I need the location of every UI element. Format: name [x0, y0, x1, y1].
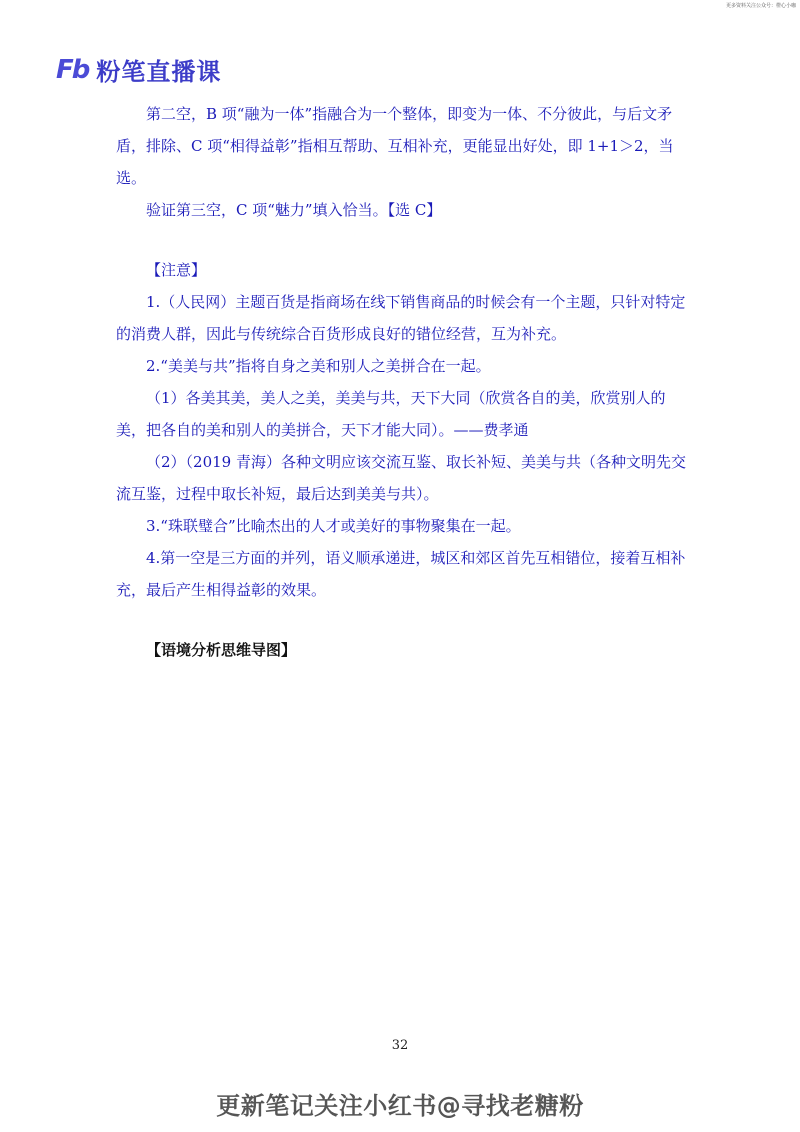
note-item-2-sub-2: （2）（2019 青海）各种文明应该交流互鉴、取长补短、美美与共（各种文明先交流互鉴，过程中取长补短，最后达到美美与共）。: [116, 453, 686, 503]
note-item-1: 1.（人民网）主题百货是指商场在线下销售商品的时候会有一个主题，只针对特定的消费人群，因此与传统综合百货形成良好的错位经营，互为补充。: [116, 293, 686, 343]
logo-text: 粉笔直播课: [96, 58, 222, 86]
footer-watermark: 更新笔记关注小红书@寻找老糖粉: [216, 1092, 584, 1120]
brand-logo: [56, 52, 221, 87]
note-item-4: 4.第一空是三方面的并列，语义顺承递进，城区和郊区首先互相错位，接着互相补充，最后产生相得益彰的效果。: [116, 549, 686, 599]
paragraph-second-blank: 第二空，B 项“融为一体”指融合为一个整体，即变为一体、不分彼此，与后文矛盾，排除、C 项“相得益彰”指相互帮助、互相补充，更能显出好处，即 1+1＞2，当选。: [116, 105, 674, 187]
mindmap-heading: 【语境分析思维导图】: [146, 641, 297, 659]
corner-note: 更多资料关注公众号：橙心小咖: [725, 3, 796, 9]
note-item-3: 3.“珠联璧合”比喻杰出的人才或美好的事物聚集在一起。: [146, 517, 521, 535]
note-item-2-sub-1: （1）各美其美，美人之美，美美与共，天下大同（欣赏各自的美，欣赏别人的美，把各自的美和别人的美拼合，天下才能大同）。——费孝通: [116, 389, 666, 439]
page-number: 32: [391, 1038, 409, 1053]
note-heading: 【注意】: [146, 261, 207, 279]
document-body: [116, 98, 694, 666]
logo-mark: Fb: [56, 54, 89, 85]
paragraph-third-blank: 验证第三空，C 项“魅力”填入恰当。【选 C】: [146, 201, 442, 219]
note-item-2: 2.“美美与共”指将自身之美和别人之美拼合在一起。: [146, 357, 491, 375]
